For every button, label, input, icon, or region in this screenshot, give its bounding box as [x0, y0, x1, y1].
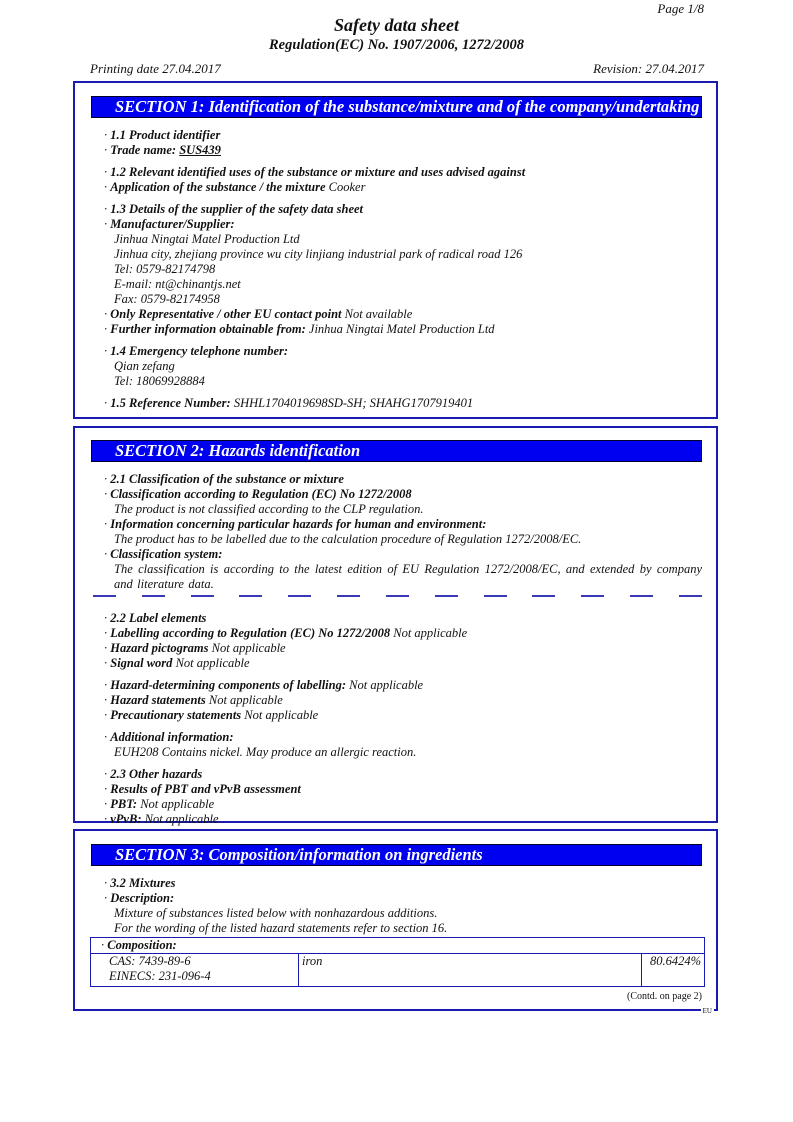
mixtures-heading: · 3.2 Mixtures [104, 876, 176, 890]
page-number: Page 1/8 [657, 1, 704, 16]
hazard-item: · Precautionary statements Not applicable [104, 708, 319, 722]
description-line: Mixture of substances listed below with nonhazardous additions. [114, 906, 438, 920]
document-title: Safety data sheet [334, 15, 459, 35]
hazard-item: · Hazard-determining components of labelling: Not applicable [104, 678, 424, 692]
document-subtitle: Regulation(EC) No. 1907/2006, 1272/2008 [269, 37, 524, 53]
dashed-separator [93, 595, 702, 597]
classification-regulation: · Classification according to Regulation (EC) No 1272/2008 [104, 487, 412, 501]
reference-number: · 1.5 Reference Number: SHHL1704019698SD-SH; SHAHG1707919401 [104, 396, 474, 410]
product-identifier: · 1.1 Product identifier [104, 128, 221, 142]
cas-number: CAS: 7439-89-6 [109, 954, 191, 968]
classification-system-label: · Classification system: [104, 547, 223, 561]
composition-label: · Composition: [91, 938, 705, 954]
composition-table [90, 937, 705, 987]
manufacturer-address: Jinhua city, zhejiang province wu city linjiang industrial park of radical road 126 [114, 247, 523, 261]
classification-regulation-text: The product is not classified according to the CLP regulation. [114, 502, 424, 516]
relevant-uses: · 1.2 Relevant identified uses of the substance or mixture and uses advised against [104, 165, 526, 179]
label-item: · Hazard pictograms Not applicable [104, 641, 286, 655]
section-2-box [73, 426, 718, 826]
description-label: · Description: [104, 891, 175, 905]
hazards-info-label: · Information concerning particular hazards for human and environment: [104, 517, 487, 531]
vpvb: · vPvB: Not applicable [104, 812, 219, 826]
manufacturer-email: E-mail: nt@chinantjs.net [114, 277, 241, 291]
printing-date: Printing date 27.04.2017 [90, 61, 221, 76]
section-1-content [104, 128, 702, 411]
further-info: · Further information obtainable from: Jinhua Ningtai Matel Production Ltd [104, 322, 495, 336]
einecs-number: EINECS: 231-096-4 [109, 969, 211, 983]
continued-note: (Contd. on page 2) [627, 991, 702, 1002]
section-1-header: SECTION 1: Identification of the substance/mixture and of the company/undertaking [91, 96, 702, 118]
substance-name: iron [299, 954, 642, 987]
composition-header-row [91, 938, 705, 954]
classification-system-text: The classification is according to the latest edition of EU Regulation 1272/2008/EC, and extended by company and literature data. [114, 562, 702, 591]
region-tag: EU [702, 1007, 712, 1015]
section-3-content [104, 876, 702, 936]
hazard-item: · Hazard statements Not applicable [104, 693, 283, 707]
supplier-details: · 1.3 Details of the supplier of the safety data sheet [104, 202, 364, 216]
pbt: · PBT: Not applicable [104, 797, 215, 811]
manufacturer-name: Jinhua Ningtai Matel Production Ltd [114, 232, 300, 246]
manufacturer-label: · Manufacturer/Supplier: [104, 217, 235, 231]
eu-representative: · Only Representative / other EU contact point Not available [104, 307, 413, 321]
table-row [91, 954, 705, 987]
identifier-cell [91, 954, 299, 987]
label-elements: · 2.2 Label elements [104, 611, 207, 625]
section-2-content [104, 472, 702, 827]
section-3-box [73, 829, 718, 1015]
manufacturer-fax: Fax: 0579-82174958 [114, 292, 220, 306]
additional-info-label: · Additional information: [104, 730, 234, 744]
emergency-tel: Tel: 18069928884 [114, 374, 205, 388]
application: · Application of the substance / the mixture Cooker [104, 180, 366, 194]
substance-percent: 80.6424% [642, 954, 705, 987]
additional-info-text: EUH208 Contains nickel. May produce an allergic reaction. [114, 745, 417, 759]
revision-date: Revision: 27.04.2017 [593, 61, 704, 76]
label-item: · Labelling according to Regulation (EC) No 1272/2008 Not applicable [104, 626, 468, 640]
section-3-header: SECTION 3: Composition/information on ingredients [91, 844, 702, 866]
trade-name-value: SUS439 [179, 143, 221, 157]
manufacturer-tel: Tel: 0579-82174798 [114, 262, 216, 276]
section-1-box [73, 81, 718, 419]
classification-heading: · 2.1 Classification of the substance or mixture [104, 472, 344, 486]
emergency-contact: Qian zefang [114, 359, 175, 373]
pbt-results: · Results of PBT and vPvB assessment [104, 782, 301, 796]
trade-name: · Trade name: SUS439 [104, 143, 221, 157]
label-item: · Signal word Not applicable [104, 656, 250, 670]
other-hazards: · 2.3 Other hazards [104, 767, 203, 781]
section-2-header: SECTION 2: Hazards identification [91, 440, 702, 462]
hazards-info-text: The product has to be labelled due to the calculation procedure of Regulation 1272/2008/EC. [114, 532, 582, 546]
description-line: For the wording of the listed hazard statements refer to section 16. [114, 921, 448, 935]
emergency-phone-label: · 1.4 Emergency telephone number: [104, 344, 289, 358]
